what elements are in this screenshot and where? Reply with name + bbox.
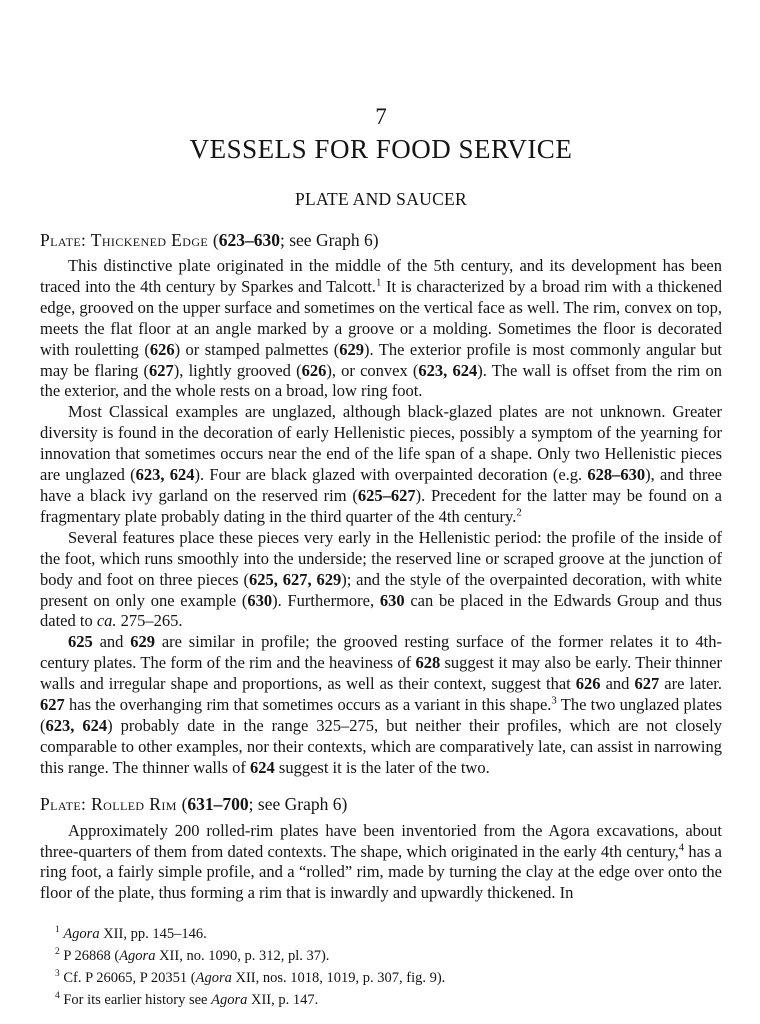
footnote-4: $^4$ For its earlier history see Agora XII, p. 147. <box>55 990 319 1008</box>
section-heading-thickened-edge: Plate: Thickened Edge (623–630; see Graph 6) <box>40 230 379 250</box>
chapter-number: 7 <box>375 104 387 129</box>
paragraph: 625 and 629 are similar in profile; the grooved resting surface of the former relates it to 4th-century plates. The form of the rim and the heaviness of 628 suggest it may also be early. Their thinner walls and irregular shape and proportions, as well as their context, suggest that 626 and 627 are later. 627 has the overhanging rim that sometimes occurs as a variant in this shape.$^3$ The two unglazed plates (623, 624) probably date in the range 325–275, but neither their profiles, which are not closely comparable to other examples, nor their contexts, which are comparatively late, can assist in narrowing this range. The thinner walls of 624 suggest it is the later of the two. <box>40 632 723 777</box>
footnote-3: $^3$ Cf. P 26065, P 20351 (Agora XII, nos. 1018, 1019, p. 307, fig. 9). <box>55 969 446 986</box>
chapter-title: VESSELS FOR FOOD SERVICE <box>189 134 573 164</box>
paragraph: This distinctive plate originated in the middle of the 5th century, and its development has been traced into the 4th century by Sparkes and Talcott.$^1$ It is characterized by a broad rim with a thickened edge, grooved on the upper surface and sometimes on the vertical face as well. The rim, convex on top, meets the flat floor at an angle marked by a groove or a molding. Sometimes the floor is decorated with rouletting (626) or stamped palmettes (629). The exterior profile is most commonly angular but may be flaring (627), lightly grooved (626), or convex (623, 624). The wall is offset from the rim on the exterior, and the whole rests on a broad, low ring foot. <box>40 256 723 401</box>
paragraph: Several features place these pieces very early in the Hellenistic period: the profile of the inside of the foot, which runs smoothly into the underside; the reserved line or scraped groove at the junction of body and foot on three pieces (625, 627, 629); and the style of the overpainted decoration, with white present on only one example (630). Furthermore, 630 can be placed in the Edwards Group and thus dated to ca. 275–265. <box>40 527 722 631</box>
footnote-1: $^1$ Agora XII, pp. 145–146. <box>55 925 207 943</box>
text-column <box>40 0 722 1011</box>
footnote-2: $^2$ P 26868 (Agora XII, no. 1090, p. 312, pl. 37). <box>55 947 330 965</box>
section-group-title: PLATE AND SAUCER <box>294 189 468 209</box>
footnotes-block <box>40 924 722 1011</box>
paragraph: Approximately 200 rolled-rim plates have been inventoried from the Agora excavations, about three-quarters of them from dated contexts. The shape, which originated in the early 4th century,$^4$ has a ring foot, a fairly simple profile, and a “rolled” rim, made by turning the clay at the edge over onto the floor of the plate, thus forming a rim that is inwardly and upwardly thickened. In <box>40 820 722 903</box>
paragraph: Most Classical examples are unglazed, although black-glazed plates are not unknown. Greater diversity is found in the decoration of early Hellenistic pieces, possibly a symptom of the yearning for innovation that sometimes occurs near the end of the life span of a shape. Only two Hellenistic pieces are unglazed (623, 624). Four are black glazed with overpainted decoration (e.g. 628–630), and three have a black ivy garland on the reserved rim (625–627). Precedent for the latter may be found on a fragmentary plate probably dating in the third quarter of the 4th century.$^2$ <box>40 402 723 526</box>
section-heading-rolled-rim: Plate: Rolled Rim (631–700; see Graph 6) <box>40 793 348 814</box>
